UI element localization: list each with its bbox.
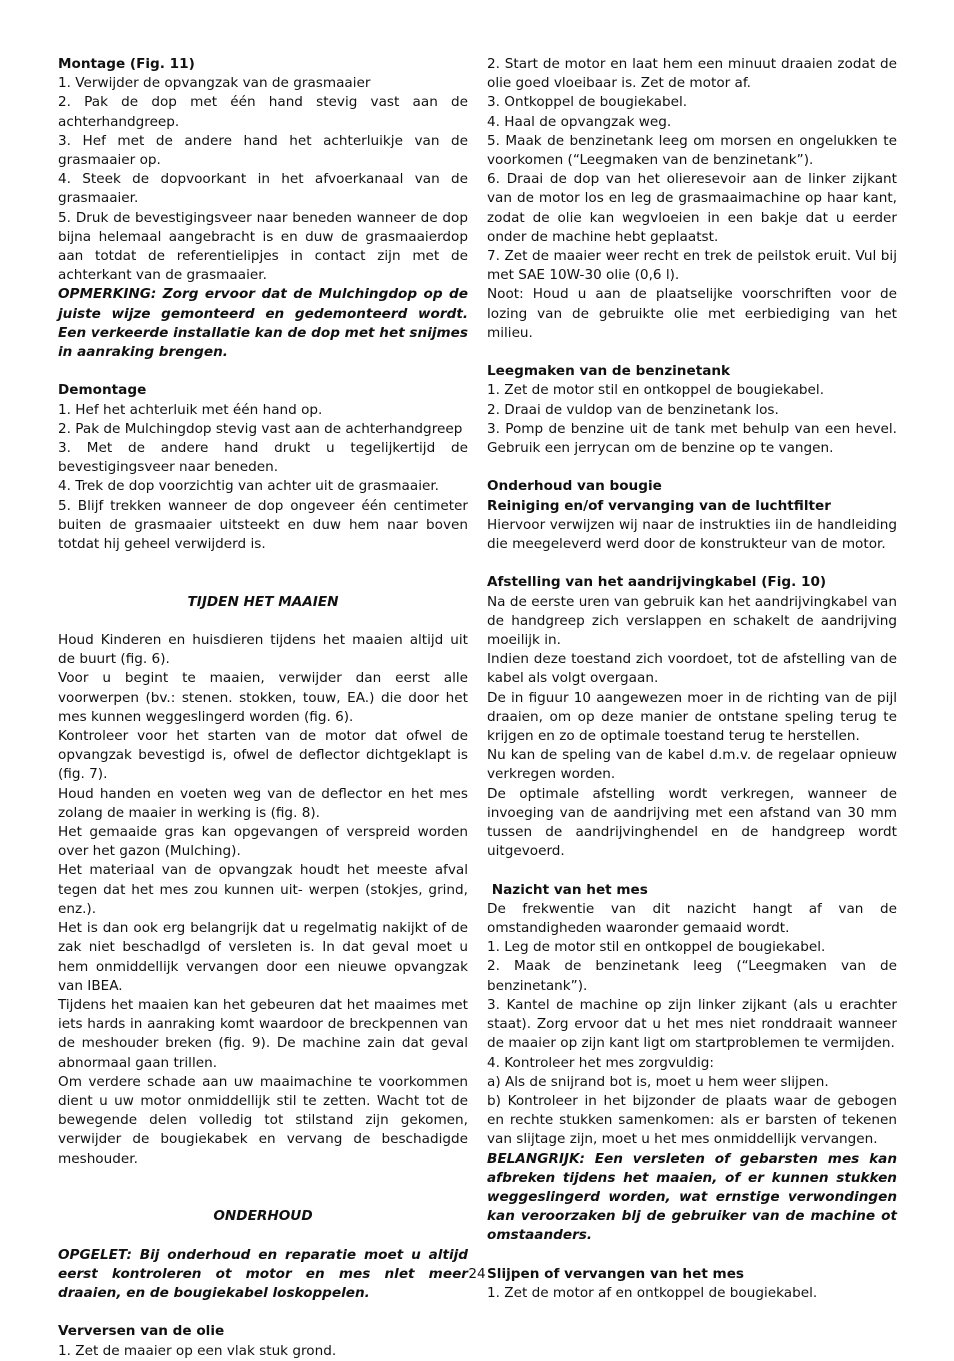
montage-note: OPMERKING: Zorg ervoor dat de Mulchingdop op de juiste wijze gemonteerd en gedemonteerd wordt. Een verkeerde installatie kan de dop met het snijmes in aanraking brengen. xyxy=(58,286,468,361)
luchtfilter-heading: Reiniging en/of vervanging van de luchtfilter xyxy=(487,497,831,514)
maaien-paragraph: Houd Kinderen en huisdieren tijdens het maaien altijd uit de buurt (fig. 6). xyxy=(58,632,468,668)
page-number: 24 xyxy=(468,1266,486,1282)
bougie-heading: Onderhoud van bougie xyxy=(487,478,662,495)
benzine-step: 3. Pomp de benzine uit de tank met behulp van een hevel. Gebruik een jerrycan om de benzine op te vangen. xyxy=(487,420,897,457)
aandrijving-paragraph: Na de eerste uren van gebruik kan het aandrijvingkabel van de handgreep zich verslappen en schakelt de aandrijving moeilijk in. xyxy=(487,593,897,649)
olie-heading: Verversen van de olie xyxy=(58,1323,225,1340)
demontage-heading: Demontage xyxy=(58,382,147,399)
maaien-paragraph: Houd handen en voeten weg van de deflector en het mes zolang de maaier in werking is (fig. 8). xyxy=(58,785,468,821)
olie-step: 3. Ontkoppel de bougiekabel. xyxy=(487,94,688,111)
slijpen-heading: Slijpen of vervangen van het mes xyxy=(487,1265,745,1282)
benzine-step: 1. Zet de motor stil en ontkoppel de bougiekabel. xyxy=(487,382,825,399)
demontage-step: 3. Met de andere hand drukt u tegelijkertijd de bevestigingsveer naar beneden. xyxy=(58,440,468,476)
mes-warning: BELANGRIJK: Een versleten of gebarsten mes kan afbreken tijdens het maaien, of er kunnen stukken weggeslingerd worden, wat ernstige verwondingen kan veroorzaken blj de gebruiker van de machine ot omstaanders. xyxy=(487,1150,897,1244)
aandrijving-paragraph: Indien deze toestand zich voordoet, tot de afstelling van de kabel als volgt overgaan. xyxy=(487,651,897,687)
demontage-step: 1. Hef het achterluik met één hand op. xyxy=(58,401,323,418)
mes-step: b) Kontroleer in het bijzonder de plaats waar de gebogen en rechte stukken samenkomen: als er barsten of tekenen van slijtage zijn, moet u het mes onmiddellijk vervangen. xyxy=(487,1092,897,1148)
aandrijving-heading: Afstelling van het aandrijvingkabel (Fig. 10) xyxy=(487,574,827,591)
maaien-paragraph: Om verdere schade aan uw maaimachine te voorkommen dient u uw motor onmiddellijk stil te zetten. Wacht tot de bewegende delen volledig tot stilstand zijn gekomen, verwijder de bougiekabek en vervang de beschadigde meshouder. xyxy=(58,1073,468,1167)
olie-step: 7. Zet de maaier weer recht en trek de peilstok eruit. Vul bij met SAE 10W-30 olie (0,6 l). xyxy=(487,248,897,284)
left-column xyxy=(58,55,468,1361)
maaien-paragraph: Kontroleer voor het starten van de motor dat ofwel de opvangzak bevestigd is, ofwel de deflector dichtgeklapt is (fig. 7). xyxy=(58,728,468,783)
aandrijving-paragraph: Nu kan de speling van de kabel d.m.v. de regelaar opnieuw verkregen worden. xyxy=(487,747,897,783)
montage-step: 1. Verwijder de opvangzak van de grasmaaier xyxy=(58,75,371,92)
demontage-step: 4. Trek de dop voorzichtig van achter uit de grasmaaier. xyxy=(58,478,440,495)
onderhoud-warning: OPGELET: Bij onderhoud en reparatie moet u altijd eerst kontroleren ot motor en mes nlet meer draaien, en de bougiekabel loskoppelen. xyxy=(58,1246,468,1301)
mes-step: 2. Maak de benzinetank leeg (“Leegmaken van de benzinetank”). xyxy=(487,958,897,994)
olie-step: 1. Zet de maaier op een vlak stuk grond. xyxy=(58,1342,337,1359)
montage-step: 3. Hef met de andere hand het achterluikje van de grasmaaier op. xyxy=(58,132,468,169)
mes-step: 1. Leg de motor stil en ontkoppel de bougiekabel. xyxy=(487,939,826,956)
demontage-step: 5. Blijf trekken wanneer de dop ongeveer één centimeter buiten de grasmaaier uitsteekt en duw hem naar boven totdat hij geheel verwijderd is. xyxy=(58,497,468,553)
aandrijving-paragraph: De in figuur 10 aangewezen moer in de richting van de pijl draaien, om op deze manier de ontstane speling terug te krijgen en zo de optimale toestand terug te herstellen. xyxy=(487,689,897,745)
maaien-paragraph: Voor u begint te maaien, verwijder dan eerst alle voorwerpen (bv.: stenen. stokken, touw, EA.) die door het mes kunnen weggeslingerd worden (fig. 6). xyxy=(58,670,468,725)
mes-step: 4. Kontroleer het mes zorgvuldig: xyxy=(487,1054,714,1071)
section-heading-onderhoud: ONDERHOUD xyxy=(213,1208,313,1225)
olie-step: 2. Start de motor en laat hem een minuut draaien zodat de olie goed vloeibaar is. Zet de motor af. xyxy=(487,56,897,92)
maaien-paragraph: Het gemaaide gras kan opgevangen of verspreid worden over het gazon (Mulching). xyxy=(58,824,468,860)
montage-step: 5. Druk de bevestigingsveer naar beneden wanneer de dop bijna helemaal aangebracht is en duw de grasmaaierdop aan totdat de referentielipjes in contact zijn met de achterkant van de grasmaaier. xyxy=(58,209,468,284)
olie-step: 4. Haal de opvangzak weg. xyxy=(487,113,672,130)
montage-heading: Montage (Fig. 11) xyxy=(58,56,195,72)
benzine-heading: Leegmaken van de benzinetank xyxy=(487,363,731,380)
bougie-paragraph: Hiervoor verwijzen wij naar de instrukties iin de handleiding die meegeleverd werd door de konstrukteur van de motor. xyxy=(487,516,897,553)
mes-step: a) Als de snijrand bot is, moet u hem weer slijpen. xyxy=(487,1073,829,1090)
right-column xyxy=(487,55,897,1303)
benzine-step: 2. Draai de vuldop van de benzinetank los. xyxy=(487,401,779,418)
slijpen-step: 1. Zet de motor af en ontkoppel de bougiekabel. xyxy=(487,1284,818,1301)
olie-step: 6. Draai de dop van het olieresevoir aan de linker zijkant van de motor los en leg de grasmaaimachine op haar kant, zodat de olie kan wegvloeien in een bakje dat u eerder onder de machine hebt geplaatst. xyxy=(487,171,897,245)
maaien-paragraph: Het is dan ook erg belangrijk dat u regelmatig nakijkt of de zak niet beschadlgd of versleten is. In dat geval moet u hem onmiddellijk vervangen door een nieuwe opvangzak van IBEA. xyxy=(58,920,468,994)
mes-heading: Nazicht van het mes xyxy=(487,881,648,898)
montage-step: 2. Pak de dop met één hand stevig vast aan de achterhandgreep. xyxy=(58,94,468,130)
olie-note: Noot: Houd u aan de plaatselijke voorschriften voor de lozing van de gebruikte olie met eerbiediging van het milieu. xyxy=(487,286,897,341)
olie-step: 5. Maak de benzinetank leeg om morsen en ongelukken te voorkomen (“Leegmaken van de benzinetank”). xyxy=(487,132,897,169)
demontage-step: 2. Pak de Mulchingdop stevig vast aan de achterhandgreep xyxy=(58,420,463,437)
aandrijving-paragraph: De optimale afstelling wordt verkregen, wanneer de invoeging van de aandrijving met een afstand van 30 mm tussen de aandrijvinghendel en de handgreep wordt uitgevoerd. xyxy=(487,785,897,860)
montage-step: 4. Steek de dopvoorkant in het afvoerkanaal van de grasmaaier. xyxy=(58,171,468,207)
maaien-paragraph: Tijdens het maaien kan het gebeuren dat het maaimes met iets hards in aanraking komt waardoor de breckpennen van de meshouder breken (fig. 9). De machine zain dat geval abnormaal gaan trillen. xyxy=(58,996,468,1071)
mes-step: 3. Kantel de machine op zijn linker zijkant (als u erachter staat). Zorg ervoor dat u het mes niet ronddraait wanneer de maaier op zijn kant ligt om startproblemen te vermijden. xyxy=(487,996,897,1052)
mes-paragraph: De frekwentie van dit nazicht hangt af van de omstandigheden waaronder gemaaid wordt. xyxy=(487,900,897,937)
section-heading-maaien: TIJDEN HET MAAIEN xyxy=(187,593,339,610)
maaien-paragraph: Het materiaal van de opvangzak houdt het meeste afval tegen dat het mes zou kunnen uit- werpen (stokjes, grind, enz.). xyxy=(58,862,468,917)
